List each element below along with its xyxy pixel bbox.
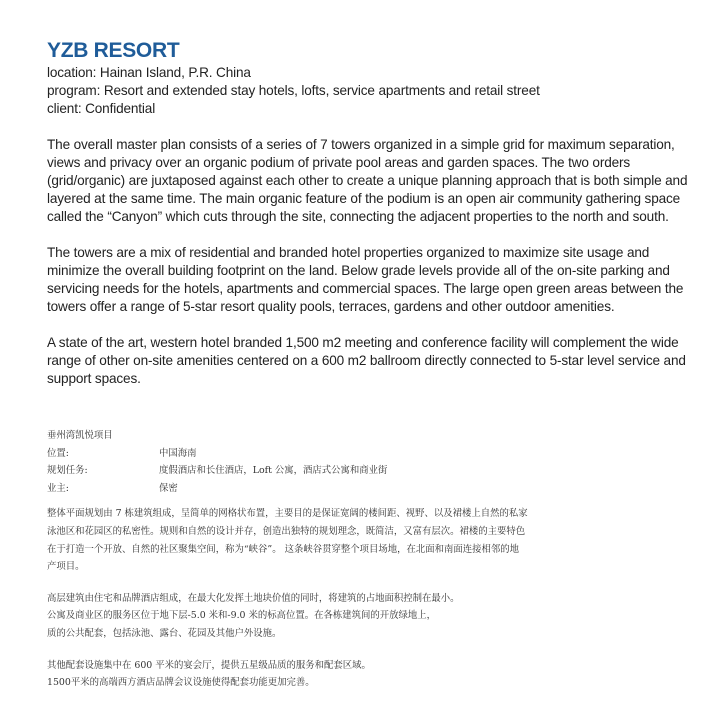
zh-line: 整体平面规划由 7 栋建筑组成，呈简单的网格状布置，主要目的是保证宽阔的楼间距、视野、以及裙楼上自然的私家 — [47, 508, 528, 520]
zh-value: 中国海南 — [159, 447, 197, 459]
chinese-section — [47, 427, 607, 692]
zh-line: 高层建筑由住宅和品牌酒店组成，在最大化发挥土地块价值的同时，将建筑的占地面积控制在最小。 — [47, 592, 460, 604]
zh-row-location — [47, 445, 607, 463]
zh-row-client — [47, 480, 607, 498]
zh-row-program — [47, 462, 607, 480]
paragraph-towers: The towers are a mix of residential and branded hotel properties organized to maximize site usage and minimize the overall building footprint on the land. Below grade levels provide all of the on-site parking and servicing needs for the hotels, apartments and commercial spaces. The large open green areas between the towers offer a range of 5-star resort quality pools, terraces, gardens and other outdoor amenities. — [47, 245, 684, 314]
zh-label: 规划任务: — [47, 465, 88, 477]
project-meta — [47, 64, 702, 118]
zh-label: 位置: — [47, 447, 69, 459]
zh-line: 泳池区和花园区的私密性。规则和自然的设计并存，创造出独特的规划理念，既简洁，又富有层次。裙楼的主要特色 — [47, 525, 526, 537]
zh-line: 在于打造一个开放、自然的社区聚集空间，称为“峡谷”。 这条峡谷贯穿整个项目场地，在北面和南面连接相邻的地 — [47, 543, 519, 555]
page-title: YZB RESORT — [47, 39, 180, 62]
zh-line: 其他配套设施集中在 600 平米的宴会厅，提供五星级品质的服务和配套区域。 — [47, 659, 371, 671]
location-line: location: Hainan Island, P.R. China — [47, 65, 251, 80]
zh-value: 度假酒店和长住酒店，Loft 公寓，酒店式公寓和商业街 — [159, 465, 388, 477]
zh-line: 质的公共配套，包括泳池、露台、花园及其他户外设施。 — [47, 627, 282, 639]
zh-project-name: 垂州湾凯悦项目 — [47, 430, 113, 441]
program-line: program: Resort and extended stay hotels, lofts, service apartments and retail street — [47, 83, 540, 98]
zh-paragraph-1 — [47, 505, 607, 575]
zh-paragraph-3 — [47, 657, 607, 692]
client-line: client: Confidential — [47, 101, 156, 116]
paragraph-conference: A state of the art, western hotel branded 1,500 m2 meeting and conference facility will complement the wide range of other on-site amenities centered on a 600 m2 ballroom directly connected to 5-star level service and support spaces. — [47, 335, 686, 386]
paragraph-master-plan: The overall master plan consists of a series of 7 towers organized in a simple grid for maximum separation, views and privacy over an organic podium of private pool areas and garden spaces. The two orders (grid/organic) are juxtaposed against each other to create a unique planning approach that is both simple and layered at the same time. The main organic feature of the podium is an open air community gathering space called the “Canyon” which cuts through the site, connecting the adjacent properties to the north and south. — [47, 137, 688, 224]
zh-line: 公寓及商业区的服务区位于地下层-5.0 米和-9.0 米的标高位置。在各栋建筑间的开放绿地上， — [47, 610, 436, 622]
english-section — [47, 38, 702, 388]
zh-label: 业主: — [47, 482, 69, 494]
zh-paragraph-2 — [47, 590, 607, 643]
zh-value: 保密 — [159, 482, 178, 494]
zh-line: 产项目。 — [47, 561, 85, 573]
zh-line: 1500平米的高端西方酒店品牌会议设施使得配套功能更加完善。 — [47, 677, 315, 689]
